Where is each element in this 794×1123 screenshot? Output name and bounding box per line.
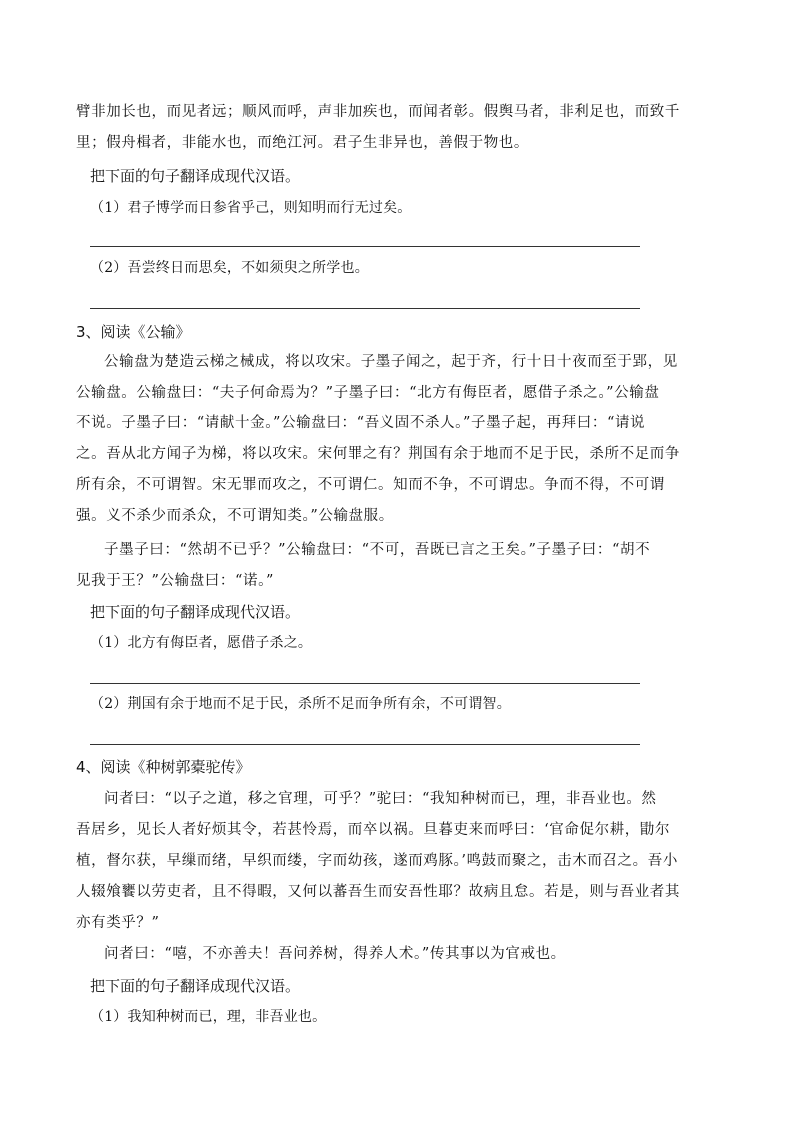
question-item: （1）北方有侮臣者，愿借子杀之。 — [90, 635, 313, 651]
passage-line: 公输盘。公输盘曰：“夫子何命焉为？”子墨子曰：“北方有侮臣者，愿借子杀之。”公输盘 — [76, 385, 660, 401]
passage-line: 之。吾从北方闻子为梯，将以攻宋。宋何罪之有？荆国有余于地而不足于民，杀所不足而争 — [76, 446, 680, 462]
answer-line[interactable] — [90, 308, 640, 309]
section-heading: 4、阅读《种树郭橐驼传》 — [76, 758, 251, 776]
translation-instruction: 把下面的句子翻译成现代汉语。 — [90, 167, 301, 185]
question-item: （2）吾尝终日而思矣，不如须臾之所学也。 — [90, 260, 369, 276]
passage-line: 里；假舟楫者，非能水也，而绝江河。君子生非异也，善假于物也。 — [76, 135, 529, 151]
passage-line: 问者曰：“嘻，不亦善夫！吾问养树，得养人术。”传其事以为官戒也。 — [104, 946, 566, 962]
passage-line: 人辍飧饔以劳吏者，且不得暇，又何以蕃吾生而安吾性耶？故病且怠。若是，则与吾业者其 — [76, 884, 680, 900]
question-item: （2）荆国有余于地而不足于民，杀所不足而争所有余，不可谓智。 — [90, 696, 511, 712]
passage-line: 公输盘为楚造云梯之械成，将以攻宋。子墨子闻之，起于齐，行十日十夜而至于郢，见 — [104, 354, 678, 370]
passage-line: 吾居乡，见长人者好烦其令，若甚怜焉，而卒以祸。旦暮吏来而呼曰：‘官命促尔耕，勖尔 — [76, 822, 671, 838]
passage-line: 强。义不杀少而杀众，不可谓知类。”公输盘服。 — [76, 508, 394, 524]
question-item: （1）我知种树而已，理，非吾业也。 — [90, 1009, 327, 1025]
answer-line[interactable] — [90, 246, 640, 247]
passage-line: 植，督尔获，早缫而绪，早织而缕，字而幼孩，遂而鸡豚。’鸣鼓而聚之，击木而召之。吾小 — [76, 853, 678, 869]
passage-line: 见我于王？”公输盘曰：“诺。” — [76, 573, 274, 589]
passage-line: 臂非加长也，而见者远；顺风而呼，声非加疾也，而闻者彰。假舆马者，非利足也，而致千 — [76, 104, 680, 120]
translation-instruction: 把下面的句子翻译成现代汉语。 — [90, 603, 301, 621]
section-heading: 3、阅读《公输》 — [76, 323, 191, 341]
passage-line: 亦有类乎？” — [76, 915, 160, 931]
question-item: （1）君子博学而日参省乎己，则知明而行无过矣。 — [90, 200, 412, 216]
passage-line: 所有余，不可谓智。宋无罪而攻之，不可谓仁。知而不争，不可谓忠。争而不得，不可谓 — [76, 477, 665, 493]
passage-line: 不说。子墨子曰：“请献十金。”公输盘曰：“吾义固不杀人。”子墨子起，再拜曰：“请说 — [76, 415, 646, 431]
answer-line[interactable] — [90, 744, 640, 745]
translation-instruction: 把下面的句子翻译成现代汉语。 — [90, 977, 301, 995]
passage-line: 问者曰：“以子之道，移之官理，可乎？”驼曰：“我知种树而已，理，非吾业也。然 — [104, 791, 657, 807]
answer-line[interactable] — [90, 683, 640, 684]
passage-line: 子墨子曰：“然胡不已乎？”公输盘曰：“不可，吾既已言之王矣。”子墨子曰：“胡不 — [104, 542, 651, 558]
